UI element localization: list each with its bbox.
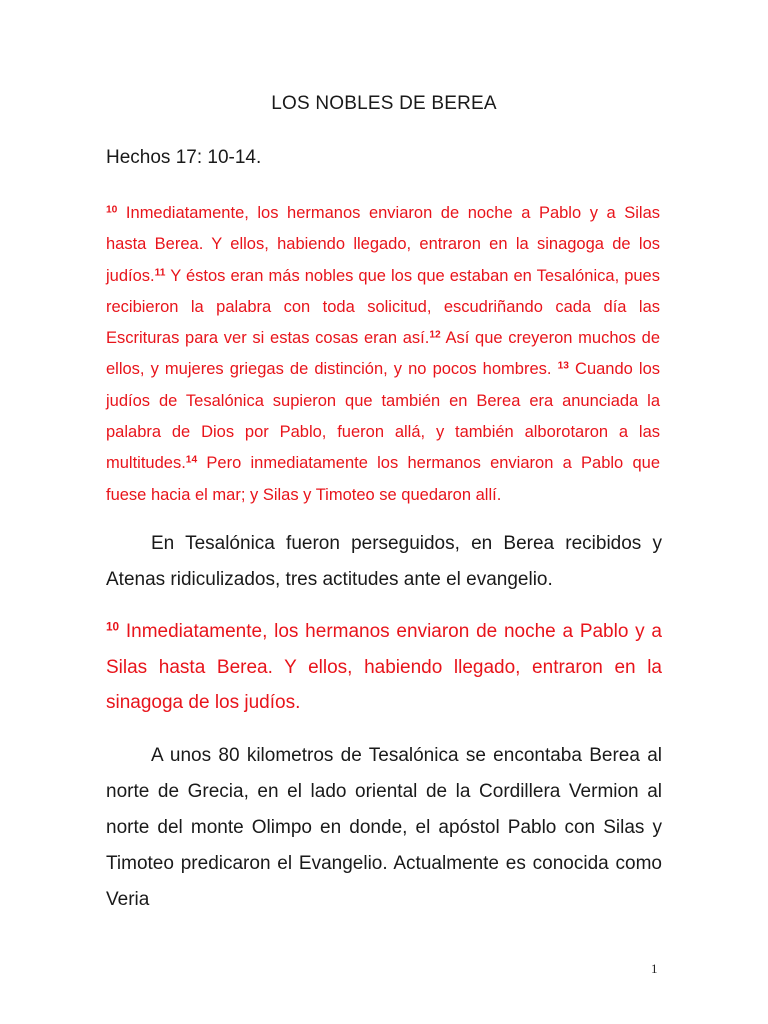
verse-text: Así que creyeron muchos de ellos, y mujeres griegas de distinción, y no pocos hombres. (106, 329, 660, 379)
verse-text: Pero inmediatamente los hermanos enviaron a Pablo que fuese hacia el mar; y Silas y Timoteo se quedaron allí. (106, 454, 660, 504)
body-paragraph: En Tesalónica fueron perseguidos, en Berea recibidos y Atenas ridiculizados, tres actitudes ante el evangelio. (106, 533, 662, 590)
scripture-reference: Hechos 17: 10-14. (106, 147, 262, 168)
verse-number: 10 (106, 204, 118, 216)
verse-text: Cuando los judíos de Tesalónica supieron que también en Berea era anunciada la palabra de Dios por Pablo, fueron allá, y también alborotaron a las multitudes. (106, 360, 660, 473)
document-title: LOS NOBLES DE BEREA (271, 93, 497, 114)
page-number: 1 (651, 961, 658, 976)
verse-number: 10 (106, 620, 120, 634)
verse-text: Inmediatamente, los hermanos enviaron de noche a Pablo y a Silas hasta Berea. Y ellos, habiendo llegado, entraron en la sinagoga de los judíos. (106, 204, 660, 285)
verse-text: Inmediatamente, los hermanos enviaron de noche a Pablo y a Silas hasta Berea. Y ellos, habiendo llegado, entraron en la sinagoga de los judíos. (106, 621, 662, 713)
verse-number: 13 (557, 360, 569, 372)
verse-number: 11 (154, 266, 166, 278)
quoted-verse (106, 614, 662, 721)
verse-number: 12 (429, 329, 441, 341)
verse-text: Y éstos eran más nobles que los que estaban en Tesalónica, pues recibieron la palabra con toda solicitud, escudriñando cada día las Escrituras para ver si estas cosas eran así. (106, 266, 660, 348)
scripture-passage (106, 198, 660, 511)
body-paragraph: A unos 80 kilometros de Tesalónica se encontaba Berea al norte de Grecia, en el lado oriental de la Cordillera Vermion al norte del monte Olimpo en donde, el apóstol Pablo con Silas y Timoteo predicaron el Evangelio. Actualmente es conocida como Veria (106, 745, 662, 910)
verse-number: 14 (185, 454, 198, 466)
